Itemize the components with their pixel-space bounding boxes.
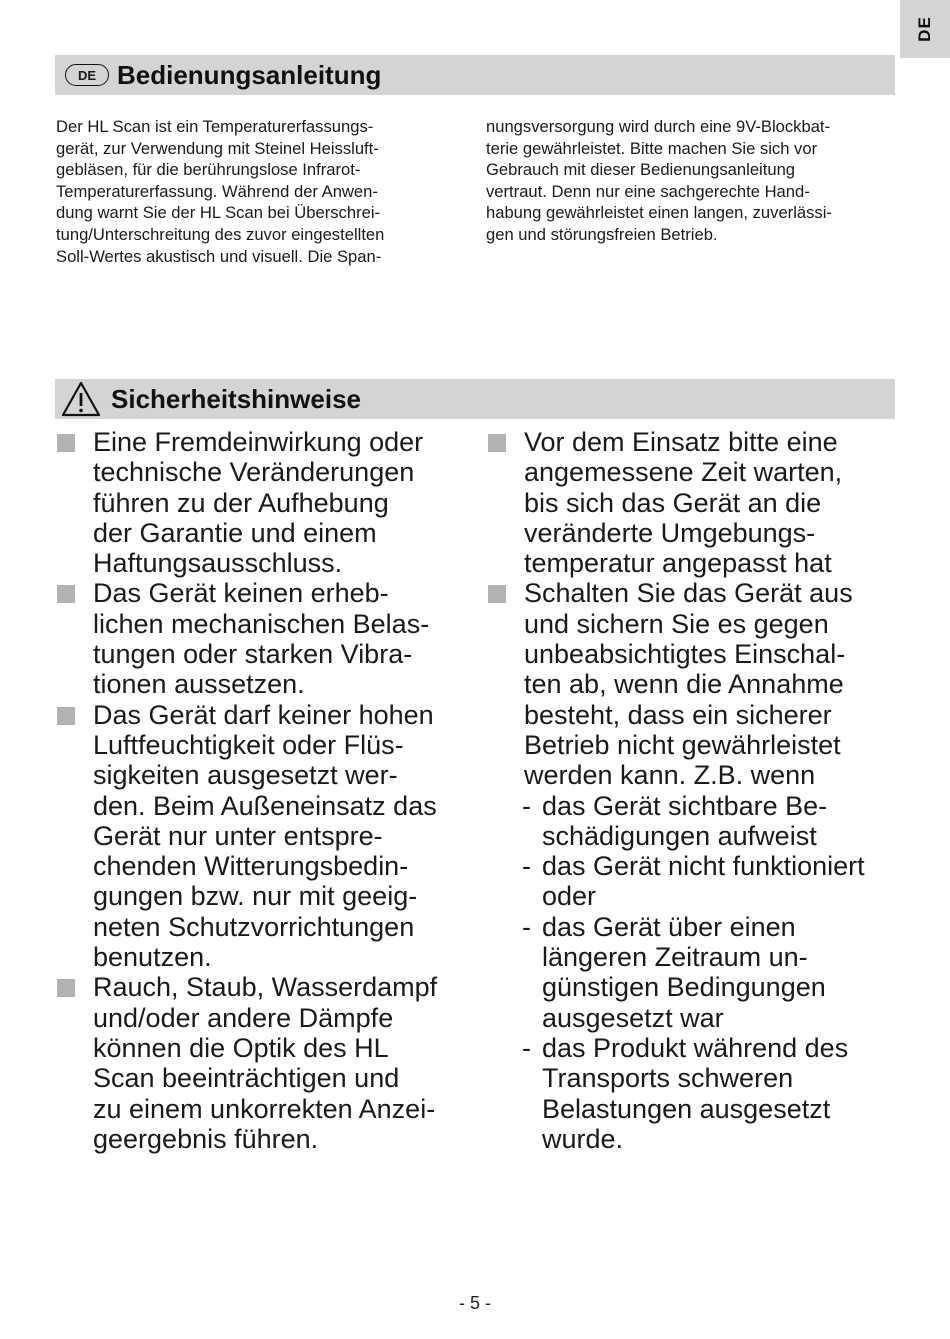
list-item — [488, 427, 908, 578]
warning-triangle-icon — [61, 381, 101, 417]
intro-line: Gebrauch mit dieser Bedienungsanleitung — [486, 160, 796, 180]
section-title-instructions: Bedienungsanleitung — [117, 59, 382, 90]
bullet-square-icon — [57, 585, 75, 603]
list-item — [488, 578, 908, 790]
bullet-square-icon — [57, 979, 75, 997]
list-item-line: werden kann. Z.B. wenn — [524, 760, 816, 791]
list-item-line: der Garantie und einem — [93, 517, 377, 548]
list-item-line: längeren Zeitraum un- — [542, 942, 808, 973]
intro-line: nungsversorgung wird durch eine 9V-Blockbat- — [486, 117, 831, 136]
list-item-line: ten ab, wenn die Annahme — [524, 669, 844, 700]
list-item-line: Scan beeinträchtigen und — [93, 1063, 400, 1094]
list-item-line: können die Optik des HL — [93, 1032, 389, 1063]
list-item-line: Haftungsausschluss. — [93, 548, 343, 579]
list-item-line: das Produkt während des — [542, 1032, 849, 1063]
list-item-line: günstigen Bedingungen — [542, 972, 826, 1003]
intro-line: terie gewährleistet. Bitte machen Sie sich vor — [486, 138, 818, 158]
list-item-line: chenden Witterungsbedin- — [93, 851, 409, 882]
list-item-line: das Gerät sichtbare Be- — [542, 790, 828, 821]
sub-list-item — [522, 851, 908, 912]
page-number: - 5 - — [458, 1293, 491, 1313]
list-item-line: benutzen. — [93, 942, 212, 973]
list-item-line: zu einem unkorrekten Anzei- — [93, 1093, 436, 1124]
language-tab — [900, 0, 950, 58]
list-item-line: bis sich das Gerät an die — [524, 487, 822, 518]
list-item-line: Luftfeuchtigkeit oder Flüs- — [93, 729, 404, 760]
list-item-line: Gerät nur unter entspre- — [93, 820, 383, 851]
list-item-line: führen zu der Aufhebung — [93, 487, 389, 518]
intro-line: Soll-Wertes akustisch und visuell. Die Span- — [56, 246, 382, 266]
dash-marker: - — [522, 851, 531, 882]
list-item-line: temperatur angepasst hat — [524, 548, 832, 579]
list-item-line: neten Schutzvorrichtungen — [93, 911, 415, 942]
bullet-square-icon — [57, 434, 75, 452]
list-item-line: geergebnis führen. — [93, 1123, 319, 1154]
list-item — [57, 427, 477, 578]
safety-list-left — [57, 427, 477, 1154]
section-header-safety — [55, 379, 895, 419]
intro-line: Temperaturerfassung. Während der Anwen- — [56, 181, 378, 201]
section-title-safety: Sicherheitshinweise — [111, 383, 361, 414]
list-item-line: lichen mechanischen Belas- — [93, 608, 430, 639]
intro-line: Der HL Scan ist ein Temperaturerfassungs- — [56, 117, 374, 136]
intro-line: gen und störungsfreien Betrieb. — [486, 224, 718, 244]
sub-list-item — [522, 1033, 908, 1154]
intro-column-right — [486, 116, 906, 246]
section-header-instructions — [55, 55, 895, 95]
intro-line: gebläsen, für die berührungslose Infrarot- — [56, 160, 361, 180]
list-item-line: tionen aussetzen. — [93, 669, 305, 700]
list-item — [57, 972, 477, 1154]
list-item-line: ausgesetzt war — [542, 1002, 724, 1033]
list-item-line: technische Veränderungen — [93, 457, 415, 488]
sub-list — [522, 791, 908, 1155]
bullet-square-icon — [488, 585, 506, 603]
list-item-line: unbeabsichtigtes Einschal- — [524, 639, 846, 670]
safety-list-right — [488, 427, 908, 1154]
intro-column-left — [56, 116, 456, 267]
list-item-line: oder — [542, 881, 597, 912]
list-item-line: veränderte Umgebungs- — [524, 517, 816, 548]
sub-list-item — [522, 791, 908, 852]
list-item-line: Das Gerät darf keiner hohen — [93, 699, 434, 730]
list-item-line: besteht, dass ein sicherer — [524, 699, 832, 730]
dash-marker: - — [522, 911, 531, 942]
list-item-line: tungen oder starken Vibra- — [93, 639, 413, 670]
language-badge: DE — [65, 64, 109, 86]
list-item-line: und sichern Sie es gegen — [524, 608, 829, 639]
list-item-line: Transports schweren — [542, 1063, 794, 1094]
dash-marker: - — [522, 1032, 531, 1063]
list-item-line: Das Gerät keinen erheb- — [93, 578, 389, 609]
list-item-line: sigkeiten ausgesetzt wer- — [93, 760, 398, 791]
list-item-line: Belastungen ausgesetzt — [542, 1093, 831, 1124]
list-item-line: schädigungen aufweist — [542, 820, 817, 851]
intro-line: tung/Unterschreitung des zuvor eingestellten — [56, 224, 385, 244]
list-item-line: das Gerät nicht funktioniert — [542, 851, 865, 882]
language-tab-label: DE — [915, 16, 934, 42]
list-item-line: Vor dem Einsatz bitte eine — [524, 427, 838, 457]
sub-list-item — [522, 912, 908, 1033]
list-item-line: Eine Fremdeinwirkung oder — [93, 427, 424, 457]
list-item-line: Rauch, Staub, Wasserdampf — [93, 972, 438, 1003]
bullet-square-icon — [488, 434, 506, 452]
bullet-square-icon — [57, 707, 75, 725]
list-item — [57, 700, 477, 973]
intro-line: gerät, zur Verwendung mit Steinel Heissluft- — [56, 138, 379, 158]
intro-line: dung warnt Sie der HL Scan bei Überschrei- — [56, 203, 381, 223]
dash-marker: - — [522, 790, 531, 821]
list-item — [57, 578, 477, 699]
list-item-line: angemessene Zeit warten, — [524, 457, 843, 488]
list-item-line: den. Beim Außeneinsatz das — [93, 790, 437, 821]
list-item-line: und/oder andere Dämpfe — [93, 1002, 394, 1033]
list-item-line: gungen bzw. nur mit geeig- — [93, 881, 418, 912]
list-item-line: wurde. — [542, 1123, 624, 1154]
list-item-line: Schalten Sie das Gerät aus — [524, 578, 853, 609]
list-item-line: Betrieb nicht gewährleistet — [524, 729, 841, 760]
intro-line: vertraut. Denn nur eine sachgerechte Hand- — [486, 181, 810, 201]
list-item-line: das Gerät über einen — [542, 911, 796, 942]
intro-line: habung gewährleistet einen langen, zuverlässi- — [486, 203, 832, 223]
